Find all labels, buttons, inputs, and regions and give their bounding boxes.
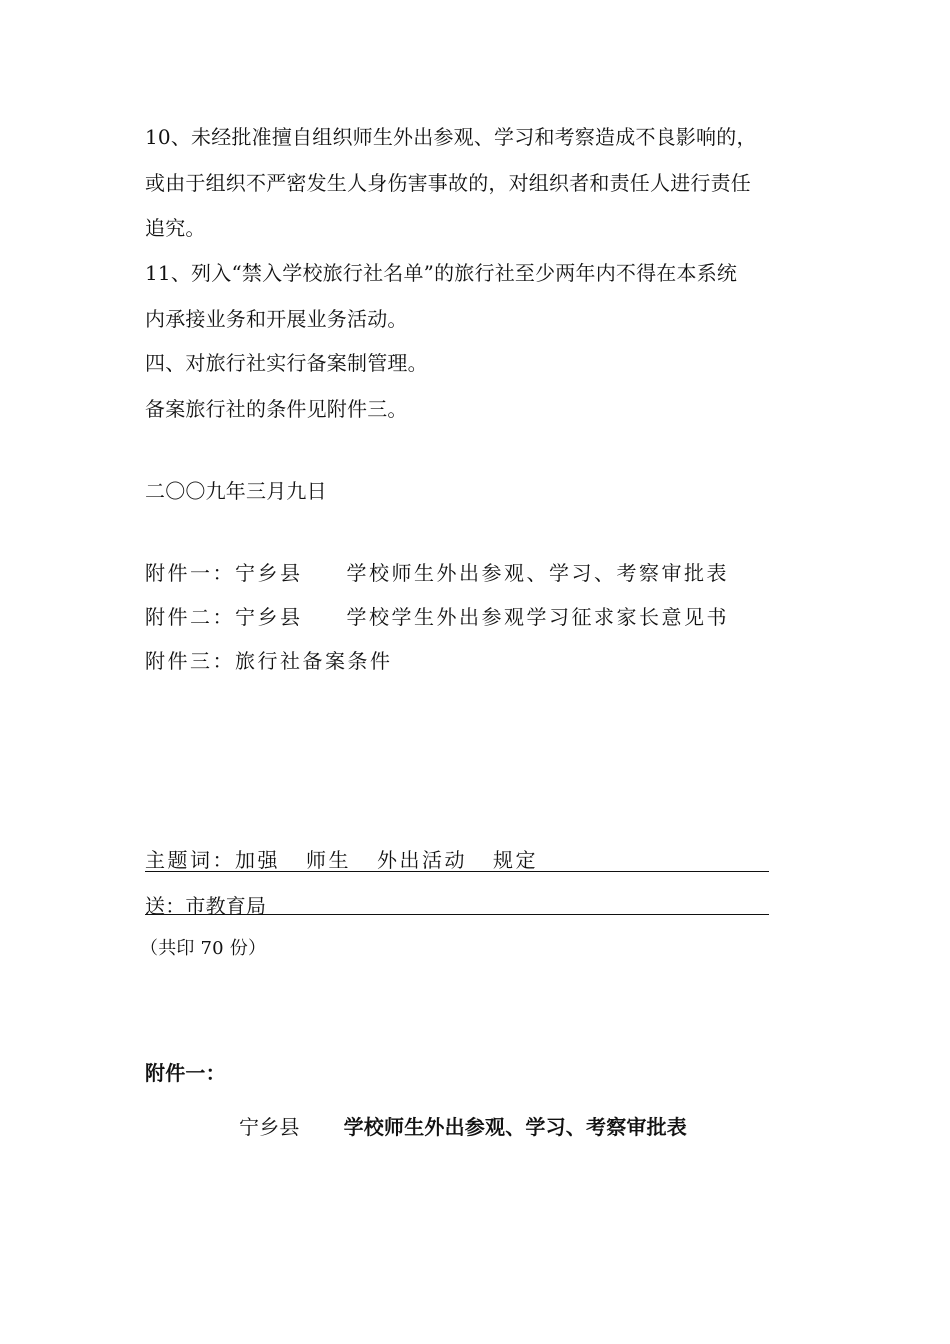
keywords-underline <box>145 871 769 872</box>
section-4-note: 备案旅行社的条件见附件三。 <box>145 397 408 421</box>
attachment-2-entry <box>145 604 729 630</box>
send-to-underline <box>145 914 769 915</box>
copies-note: （共印 70 份） <box>140 938 267 959</box>
attachment-2-prefix: 附件二：宁乡县 <box>145 605 303 629</box>
attachment-1-prefix: 附件一：宁乡县 <box>145 561 303 585</box>
attachment-1-entry <box>145 560 729 586</box>
appendix-1-county: 宁乡县 <box>239 1115 300 1139</box>
send-to-line: 送：市教育局 <box>145 894 267 918</box>
keyword: 加强 <box>235 848 280 872</box>
section-4-heading: 四、对旅行社实行备案制管理。 <box>145 351 428 375</box>
paragraph-10-line-1: 10、未经批准擅自组织师生外出参观、学习和考察造成不良影响的， <box>145 125 757 149</box>
attachment-2-title: 学校学生外出参观学习征求家长意见书 <box>346 605 729 629</box>
document-date: 二〇〇九年三月九日 <box>145 479 327 503</box>
keywords-line <box>145 847 538 873</box>
paragraph-11-line-1: 11、列入“禁入学校旅行社名单”的旅行社至少两年内不得在本系统 <box>145 261 738 285</box>
appendix-1-heading: 附件一： <box>145 1061 226 1085</box>
paragraph-10-line-3: 追究。 <box>145 216 206 240</box>
paragraph-10-line-2: 或由于组织不严密发生人身伤害事故的，对组织者和责任人进行责任 <box>145 171 751 195</box>
keyword: 师生 <box>306 848 351 872</box>
paragraph-11-line-2: 内承接业务和开展业务活动。 <box>145 307 408 331</box>
keyword: 规定 <box>493 848 538 872</box>
appendix-1-title-line <box>239 1114 687 1140</box>
keyword: 外出活动 <box>377 848 467 872</box>
keywords-label: 主题词： <box>145 848 235 872</box>
attachment-3-entry: 附件三：旅行社备案条件 <box>145 649 393 673</box>
appendix-1-title: 学校师生外出参观、学习、考察审批表 <box>343 1115 688 1139</box>
attachment-1-title: 学校师生外出参观、学习、考察审批表 <box>346 561 729 585</box>
